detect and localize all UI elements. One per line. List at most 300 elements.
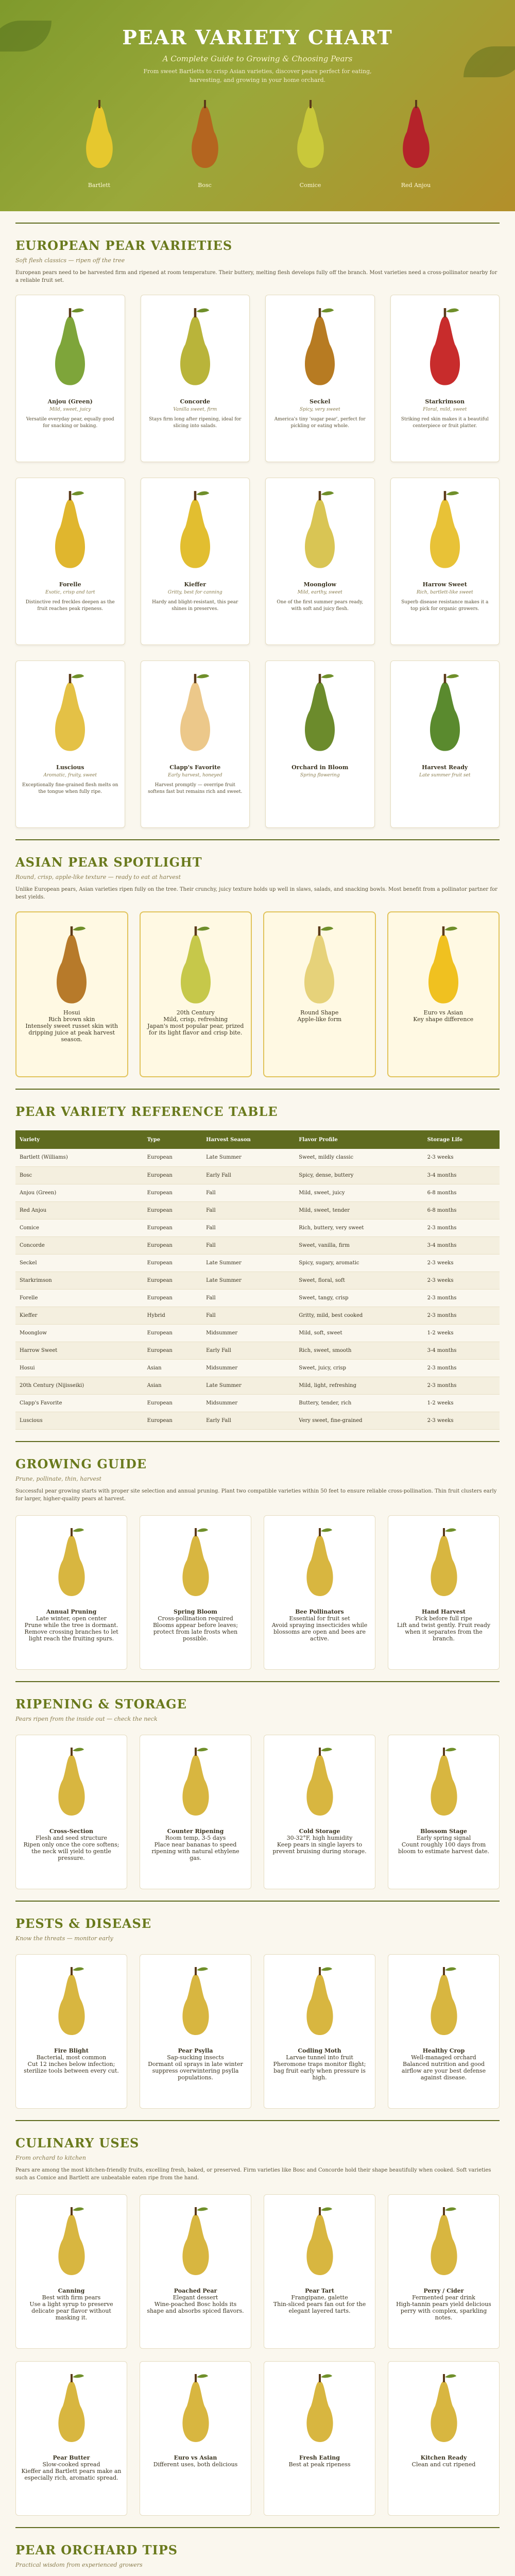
pear-icon <box>157 1963 234 2040</box>
card-title: Harrow Sweet <box>422 581 467 588</box>
pear-icon <box>74 96 125 173</box>
card-subtitle: Clean and cut ripened <box>411 2461 476 2468</box>
table-cell: Sweet, mildly classic <box>295 1149 423 1166</box>
table-cell: Red Anjou <box>15 1201 143 1219</box>
table-row <box>15 1377 500 1394</box>
pear-icon <box>33 2370 110 2447</box>
card-title: Annual Pruning <box>46 1608 97 1615</box>
card-description: Harvest promptly — overripe fruit softens fast but remains rich and sweet. <box>148 783 243 795</box>
table-cell: Fall <box>202 1184 295 1201</box>
pear-icon <box>281 1963 358 2040</box>
table-cell: Early Fall <box>202 1166 295 1184</box>
card-title: Forelle <box>59 581 81 588</box>
card-description: Ripen only once the core softens; the neck will yield to gentle pressure. <box>23 1841 119 1861</box>
european-card <box>141 478 250 645</box>
table-cell: European <box>143 1289 202 1307</box>
card-title: Cold Storage <box>299 1827 340 1835</box>
card-description: Lift and twist gently. Fruit ready when it separates from the branch. <box>397 1621 491 1642</box>
card-title: Round Shape <box>300 1009 339 1016</box>
table-cell: European <box>143 1394 202 1412</box>
table-row <box>15 1272 500 1289</box>
section-title: GROWING GUIDE <box>15 1456 147 1471</box>
asian-card <box>140 911 252 1077</box>
pear-icon <box>39 486 101 574</box>
pear-icon <box>33 2203 110 2280</box>
table-cell: Fall <box>202 1289 295 1307</box>
table-header-cell: Type <box>143 1130 202 1149</box>
pear-icon <box>283 922 355 1009</box>
pear-icon <box>289 669 351 757</box>
table-row <box>15 1324 500 1342</box>
growing-card <box>15 1515 127 1670</box>
card-subtitle: Vanilla sweet, firm <box>173 407 217 412</box>
card-description: Avoid spraying insecticides while blossoms are open and bees are active. <box>271 1621 368 1642</box>
table-cell: Fall <box>202 1236 295 1254</box>
pear-icon <box>414 669 476 757</box>
card-description: Kieffer and Bartlett pears make an especially rich, aromatic spread. <box>21 2467 122 2481</box>
table-cell: Very sweet, fine-grained <box>295 1412 423 1429</box>
european-card-grid <box>15 295 500 828</box>
table-cell: 3-4 months <box>423 1236 500 1254</box>
card-subtitle: Spring flowering <box>300 773 340 778</box>
table-cell: Luscious <box>15 1412 143 1429</box>
pear-icon <box>405 2370 483 2447</box>
table-cell: 2-3 weeks <box>423 1149 500 1166</box>
table-cell: Gritty, mild, best cooked <box>295 1307 423 1324</box>
card-subtitle: Frangipane, galette <box>291 2294 348 2301</box>
pear-icon <box>157 2370 234 2447</box>
table-cell: Mild, sweet, tender <box>295 1201 423 1219</box>
table-row <box>15 1359 500 1377</box>
culinary-card <box>388 2361 500 2516</box>
card-subtitle: Sap-sucking insects <box>167 2054 224 2061</box>
card-description: Blooms appear before leaves; protect from late frosts when possible. <box>152 1621 238 1642</box>
card-subtitle: Spicy, very sweet <box>299 407 340 412</box>
table-cell: Asian <box>143 1377 202 1394</box>
card-title: Luscious <box>56 764 84 771</box>
card-description: Use a light syrup to preserve delicate pear flavor without masking it. <box>29 2300 113 2321</box>
table-cell: European <box>143 1254 202 1272</box>
pear-icon <box>39 303 101 391</box>
european-section <box>15 224 500 828</box>
table-cell: Anjou (Green) <box>15 1184 143 1201</box>
table-cell: Kieffer <box>15 1307 143 1324</box>
pest-card <box>140 1954 251 2109</box>
table-cell: 6-8 months <box>423 1201 500 1219</box>
card-subtitle: Essential for fruit set <box>289 1615 350 1622</box>
european-card <box>265 478 375 645</box>
card-subtitle: Floral, mild, sweet <box>423 407 467 412</box>
table-cell: Bosc <box>15 1166 143 1184</box>
growing-card <box>264 1515 375 1670</box>
ripening-card-grid <box>15 1735 500 1889</box>
table-cell: Sweet, juicy, crisp <box>295 1359 423 1377</box>
card-description: Prune while the tree is dormant. Remove crossing branches to let light reach the fruiting spurs. <box>24 1621 118 1642</box>
card-title: Pear Psylla <box>178 2047 213 2054</box>
table-cell: European <box>143 1412 202 1429</box>
pear-icon <box>281 1743 358 1821</box>
card-title: Spring Bloom <box>174 1608 217 1615</box>
section-title: EUROPEAN PEAR VARIETIES <box>15 238 233 253</box>
table-header-cell: Variety <box>15 1130 143 1149</box>
ripening-card <box>15 1735 127 1889</box>
hero-description: From sweet Bartletts to crisp Asian varieties, discover pears perfect for eating, harvesting, and growing in your home orchard. <box>143 68 372 83</box>
section-tagline: Soft flesh classics — ripen off the tree <box>15 257 125 264</box>
pear-icon <box>164 303 226 391</box>
section-tagline: Pears ripen from the inside out — check the neck <box>15 1715 158 1722</box>
card-description: Japan's most popular pear, prized for its light flavor and crisp bite. <box>147 1023 244 1036</box>
table-row <box>15 1219 500 1236</box>
card-description: Dormant oil sprays in late winter suppress overwintering psylla populations. <box>148 2060 243 2081</box>
card-description: Intensely sweet russet skin with dripping juice at peak harvest season. <box>25 1023 118 1043</box>
card-description: America's tiny 'sugar pear', perfect for pickling or eating whole. <box>274 417 366 429</box>
card-description: Versatile everyday pear, equally good for snacking or baking. <box>26 417 114 429</box>
culinary-card <box>15 2194 127 2349</box>
table-cell: Fall <box>202 1201 295 1219</box>
table-cell: Hosui <box>15 1359 143 1377</box>
table-cell: Midsummer <box>202 1359 295 1377</box>
table-cell: Mild, soft, sweet <box>295 1324 423 1342</box>
ripening-section <box>15 1682 500 1889</box>
pear-icon <box>289 486 351 574</box>
pear-icon <box>289 303 351 391</box>
pear-icon <box>414 303 476 391</box>
section-intro: Pears are among the most kitchen-friendly fruits, excelling fresh, baked, or preserved. Firm varieties like Bosc and Concorde hold their shape beautifully when cooked. Soft varieties such as Comice and Bartlett are unbeatable eaten ripe from the hand. <box>15 2167 491 2181</box>
pear-icon <box>164 669 226 757</box>
section-tagline: Round, crisp, apple-like texture — ready to eat at harvest <box>15 874 181 880</box>
card-title: Euro vs Asian <box>174 2454 217 2461</box>
section-tagline: From orchard to kitchen <box>15 2154 86 2161</box>
pear-icon <box>281 2203 358 2280</box>
table-cell: 20th Century (Nijisseiki) <box>15 1377 143 1394</box>
table-cell: 2-3 months <box>423 1289 500 1307</box>
card-subtitle: Larvae tunnel into fruit <box>286 2054 353 2061</box>
card-title: Kitchen Ready <box>420 2454 467 2461</box>
table-cell: Fall <box>202 1307 295 1324</box>
card-title: Cross-Section <box>49 1827 94 1835</box>
card-subtitle: Early spring signal <box>416 1834 471 1841</box>
table-cell: European <box>143 1166 202 1184</box>
pear-icon <box>33 1743 110 1821</box>
table-header-row <box>15 1130 500 1149</box>
growing-card <box>140 1515 251 1670</box>
card-subtitle: Exotic, crisp and tart <box>45 590 95 595</box>
card-subtitle: Well-managed orchard <box>411 2054 476 2061</box>
pear-icon <box>390 96 442 173</box>
pear-icon <box>157 1743 234 1821</box>
pear-icon <box>405 1743 483 1821</box>
table-cell: Mild, sweet, juicy <box>295 1184 423 1201</box>
table-cell: European <box>143 1342 202 1359</box>
section-title: CULINARY USES <box>15 2135 140 2150</box>
card-subtitle: Gritty, best for canning <box>167 590 222 595</box>
table-cell: 6-8 months <box>423 1184 500 1201</box>
table-header-cell: Storage Life <box>423 1130 500 1149</box>
culinary-card <box>264 2361 375 2516</box>
card-title: Orchard in Bloom <box>291 764 349 771</box>
pear-icon <box>179 96 231 173</box>
table-cell: 3-4 months <box>423 1342 500 1359</box>
section-title: ASIAN PEAR SPOTLIGHT <box>15 855 202 870</box>
growing-section <box>15 1442 500 1670</box>
european-card <box>141 295 250 462</box>
pear-icon <box>157 1524 234 1601</box>
table-header-cell: Harvest Season <box>202 1130 295 1149</box>
card-subtitle: Pick before full ripe <box>415 1615 472 1622</box>
card-title: Anjou (Green) <box>47 398 93 405</box>
card-title: 20th Century <box>176 1009 215 1016</box>
table-cell: Comice <box>15 1219 143 1236</box>
table-cell: Harrow Sweet <box>15 1342 143 1359</box>
card-description: Superb disease resistance makes it a top pick for organic growers. <box>401 600 489 612</box>
card-description: Thin-sliced pears fan out for the elegant layered tarts. <box>273 2300 366 2314</box>
card-description: Pheromone traps monitor flight; bag fruit early when pressure is high. <box>273 2060 366 2081</box>
european-card <box>141 660 250 828</box>
card-description: Count roughly 100 days from bloom to estimate harvest date. <box>398 1841 489 1855</box>
card-title: Bee Pollinators <box>295 1608 344 1615</box>
table-cell: Spicy, dense, buttery <box>295 1166 423 1184</box>
table-cell: European <box>143 1149 202 1166</box>
pear-icon <box>160 922 232 1009</box>
pear-icon <box>285 96 336 173</box>
pest-card-grid <box>15 1954 500 2109</box>
card-subtitle: Flesh and seed structure <box>35 1834 108 1841</box>
asian-card <box>263 911 376 1077</box>
table-cell: Spicy, sugary, aromatic <box>295 1254 423 1272</box>
card-subtitle: Slow-cooked spread <box>42 2461 100 2468</box>
card-subtitle: Room temp, 3-5 days <box>165 1834 226 1841</box>
card-title: Clapp's Favorite <box>169 764 221 771</box>
table-cell: Early Fall <box>202 1412 295 1429</box>
section-intro: Successful pear growing starts with proper site selection and annual pruning. Plant two compatible varieties within 50 feet to ensure reliable cross-pollination. Thin fruit clusters early for larger, higher-quality pears at harvest. <box>15 1488 497 1502</box>
table-cell: 2-3 weeks <box>423 1412 500 1429</box>
table-row <box>15 1289 500 1307</box>
table-cell: Late Summer <box>202 1149 295 1166</box>
european-card <box>390 478 500 645</box>
section-title: PEAR ORCHARD TIPS <box>15 2542 178 2557</box>
table-cell: 1-2 weeks <box>423 1324 500 1342</box>
pest-card <box>15 1954 127 2109</box>
table-cell: Fall <box>202 1219 295 1236</box>
table-cell: 2-3 months <box>423 1219 500 1236</box>
table-cell: 1-2 weeks <box>423 1394 500 1412</box>
card-title: Starkrimson <box>425 398 465 405</box>
card-title: Fresh Eating <box>299 2454 340 2461</box>
table-row <box>15 1342 500 1359</box>
card-subtitle: Elegant dessert <box>173 2294 218 2301</box>
table-cell: Late Summer <box>202 1377 295 1394</box>
table-cell: Starkrimson <box>15 1272 143 1289</box>
hero-pear: Bartlett <box>63 96 135 189</box>
asian-card <box>387 911 500 1077</box>
card-title: Seckel <box>310 398 331 405</box>
card-title: Pear Butter <box>53 2454 90 2461</box>
table-cell: Mild, light, refreshing <box>295 1377 423 1394</box>
card-subtitle: Early harvest, honeyed <box>168 773 222 778</box>
pear-icon <box>405 2203 483 2280</box>
hero-pear: Red Anjou <box>380 96 452 189</box>
pest-card <box>264 1954 375 2109</box>
hero-pear: Bosc <box>169 96 241 189</box>
card-description: Exceptionally fine-grained flesh melts on the tongue when fully ripe. <box>22 783 118 795</box>
card-subtitle: Best at peak ripeness <box>288 2461 351 2468</box>
card-subtitle: Fermented pear drink <box>412 2294 475 2301</box>
ripening-card <box>264 1735 375 1889</box>
pear-icon <box>414 486 476 574</box>
culinary-section <box>15 2121 500 2516</box>
card-description: Keep pears in single layers to prevent bruising during storage. <box>272 1841 367 1855</box>
european-card <box>265 295 375 462</box>
section-intro: European pears need to be harvested firm and ripened at room temperature. Their buttery, melting flesh develops fully off the branch. Most varieties need a cross-pollinator nearby for a reliable fruit set. <box>15 270 497 283</box>
card-subtitle: Bacterial, most common <box>36 2054 107 2061</box>
card-description: One of the first summer pears ready, with soft and juicy flesh. <box>277 600 364 612</box>
european-card <box>390 660 500 828</box>
asian-card <box>15 911 128 1077</box>
table-cell: 2-3 weeks <box>423 1254 500 1272</box>
section-tagline: Know the threats — monitor early <box>15 1935 113 1942</box>
pear-icon <box>407 922 479 1009</box>
table-cell: Midsummer <box>202 1324 295 1342</box>
table-cell: Late Summer <box>202 1254 295 1272</box>
table-cell: Moonglow <box>15 1324 143 1342</box>
asian-section <box>15 840 500 1077</box>
table-cell: European <box>143 1184 202 1201</box>
table-cell: Sweet, floral, soft <box>295 1272 423 1289</box>
card-title: Codling Moth <box>298 2047 341 2054</box>
table-cell: Forelle <box>15 1289 143 1307</box>
page-title: PEAR VARIETY CHART <box>122 26 393 49</box>
asian-card-grid <box>15 911 500 1077</box>
table-cell: European <box>143 1236 202 1254</box>
table-header-cell: Flavor Profile <box>295 1130 423 1149</box>
pear-icon <box>39 669 101 757</box>
table-cell: Midsummer <box>202 1394 295 1412</box>
card-title: Hosui <box>63 1009 80 1016</box>
hero-banner <box>0 0 515 211</box>
card-description: Striking red skin makes it a beautiful centerpiece or fruit platter. <box>401 417 489 429</box>
table-row <box>15 1412 500 1429</box>
growing-card <box>388 1515 500 1670</box>
pear-icon <box>157 2203 234 2280</box>
culinary-card <box>140 2361 251 2516</box>
table-cell: Clapp's Favorite <box>15 1394 143 1412</box>
card-title: Pear Tart <box>305 2287 334 2294</box>
culinary-card <box>388 2194 500 2349</box>
card-title: Healthy Crop <box>422 2047 465 2054</box>
table-cell: Rich, buttery, very sweet <box>295 1219 423 1236</box>
table-cell: Asian <box>143 1359 202 1377</box>
pear-icon <box>405 1524 483 1601</box>
table-cell: 2-3 months <box>423 1307 500 1324</box>
card-description: High-tannin pears yield delicious perry with complex, sparkling notes. <box>396 2300 491 2321</box>
hero-pear-row <box>0 96 515 189</box>
card-title: Blossom Stage <box>420 1827 467 1835</box>
card-title: Poached Pear <box>174 2287 217 2294</box>
card-title: Euro vs Asian <box>423 1009 464 1016</box>
card-subtitle: Late winter, open center <box>36 1615 107 1622</box>
card-title: Fire Blight <box>54 2047 89 2054</box>
european-card <box>15 660 125 828</box>
card-subtitle: Different uses, both delicious <box>153 2461 238 2468</box>
card-title: Harvest Ready <box>422 764 468 771</box>
pear-icon <box>164 486 226 574</box>
card-title: Hand Harvest <box>421 1608 466 1615</box>
card-subtitle: Key shape difference <box>413 1016 474 1023</box>
culinary-card <box>140 2194 251 2349</box>
table-cell: Bartlett (Williams) <box>15 1149 143 1166</box>
table-row <box>15 1394 500 1412</box>
card-subtitle: Apple-like form <box>297 1016 342 1023</box>
table-cell: Rich, sweet, smooth <box>295 1342 423 1359</box>
card-description: Balanced nutrition and good airflow are your best defense against disease. <box>401 2060 486 2081</box>
reference-table <box>15 1130 500 1430</box>
european-card <box>265 660 375 828</box>
table-cell: Late Summer <box>202 1272 295 1289</box>
card-subtitle: Aromatic, fruity, sweet <box>43 773 97 778</box>
leaf-decoration <box>464 46 515 77</box>
table-cell: 2-3 months <box>423 1377 500 1394</box>
card-description: Wine-poached Bosc holds its shape and absorbs spiced flavors. <box>147 2300 244 2314</box>
card-title: Concorde <box>180 398 211 405</box>
table-row <box>15 1201 500 1219</box>
table-row <box>15 1166 500 1184</box>
table-row <box>15 1236 500 1254</box>
card-description: Stays firm long after ripening, ideal for slicing into salads. <box>149 417 242 429</box>
pear-icon <box>33 1963 110 2040</box>
pests-section <box>15 1902 500 2109</box>
culinary-card-grid <box>15 2194 500 2516</box>
table-cell: European <box>143 1201 202 1219</box>
pear-icon <box>33 1524 110 1601</box>
card-title: Moonglow <box>303 581 337 588</box>
section-tagline: Prune, pollinate, thin, harvest <box>15 1475 101 1482</box>
ripening-card <box>388 1735 500 1889</box>
card-subtitle: Mild, sweet, juicy <box>49 407 91 412</box>
pest-card <box>388 1954 500 2109</box>
card-title: Kieffer <box>184 581 207 588</box>
section-tagline: Practical wisdom from experienced growers <box>15 2561 143 2568</box>
european-card <box>15 295 125 462</box>
european-card <box>390 295 500 462</box>
card-title: Counter Ripening <box>167 1827 224 1835</box>
page-subtitle: A Complete Guide to Growing & Choosing Pears <box>162 54 353 63</box>
table-row <box>15 1307 500 1324</box>
table-cell: Early Fall <box>202 1342 295 1359</box>
card-description: Place near bananas to speed ripening with natural ethylene gas. <box>151 1841 239 1861</box>
table-cell: Sweet, tangy, crisp <box>295 1289 423 1307</box>
european-card <box>15 478 125 645</box>
card-description: Distinctive red freckles deepen as the fruit reaches peak ripeness. <box>25 600 115 612</box>
card-subtitle: Rich brown skin <box>48 1016 95 1023</box>
card-title: Canning <box>58 2287 85 2294</box>
section-title: RIPENING & STORAGE <box>15 1696 187 1711</box>
card-title: Perry / Cider <box>423 2287 464 2294</box>
table-cell: Hybrid <box>143 1307 202 1324</box>
table-row <box>15 1184 500 1201</box>
section-intro: Unlike European pears, Asian varieties ripen fully on the tree. Their crunchy, juicy texture holds up well in slaws, salads, and snacking bowls. Most benefit from a pollinator partner for best yields. <box>15 887 497 900</box>
card-description: Cut 12 inches below infection; sterilize tools between every cut. <box>24 2060 119 2074</box>
table-cell: Seckel <box>15 1254 143 1272</box>
table-cell: European <box>143 1324 202 1342</box>
hero-pear: Comice <box>274 96 347 189</box>
card-description: Hardy and blight-resistant, this pear shines in preserves. <box>152 600 238 612</box>
table-row <box>15 1149 500 1166</box>
ripening-card <box>140 1735 251 1889</box>
tips-section <box>15 2528 500 2576</box>
growing-card-grid <box>15 1515 500 1670</box>
pear-icon <box>405 1963 483 2040</box>
reference-section <box>15 1090 500 1430</box>
